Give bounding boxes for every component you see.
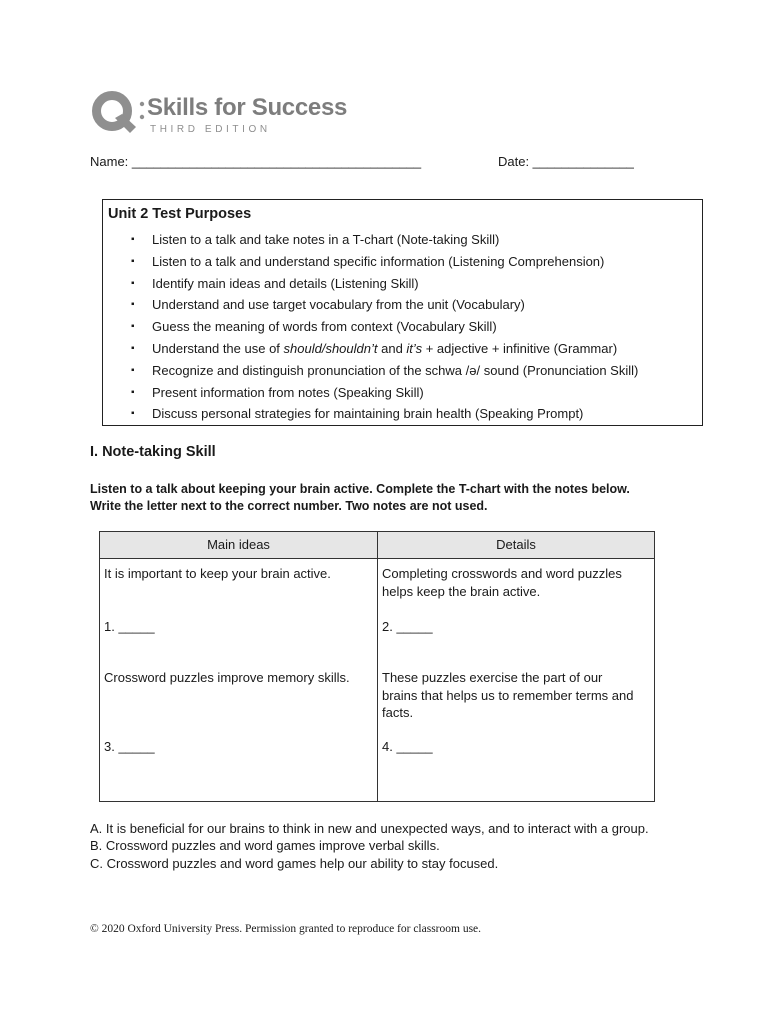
purpose-text: Understand the use of (152, 340, 284, 356)
main-idea-2: Crossword puzzles improve memory skills. (104, 670, 350, 685)
test-purposes-box (102, 199, 703, 426)
purpose-text: and (377, 340, 407, 356)
date-field: Date: ______________ (498, 154, 634, 169)
t-chart (99, 531, 655, 802)
purpose-text: + adjective + infinitive (Grammar) (422, 340, 618, 356)
purpose-item: ▪ Listen to a talk and understand specific information (Listening Comprehension) (129, 251, 638, 273)
purpose-item: ▪ Guess the meaning of words from context (Vocabulary Skill) (129, 316, 638, 338)
instructions (90, 481, 690, 515)
purpose-item: ▪ Present information from notes (Speaking Skill) (129, 382, 638, 404)
q-logo-icon (90, 88, 148, 138)
copyright-footer: © 2020 Oxford University Press. Permission granted to reproduce for classroom use. (90, 923, 482, 935)
name-field: Name: ________________________________________ (90, 154, 422, 169)
detail-1: Completing crosswords and word puzzles helps keep the brain active. (382, 566, 622, 599)
section-title: I. Note-taking Skill (90, 444, 216, 460)
skills-for-success-logo (90, 88, 350, 138)
purpose-item (129, 338, 638, 360)
purpose-item: ▪ Identify main ideas and details (Listening Skill) (129, 273, 638, 295)
blank-1: 1. _____ (104, 619, 155, 634)
purpose-italic-text: should/shouldn’t (283, 340, 378, 356)
instruction-line: Write the letter next to the correct number. Two notes are not used. (90, 499, 488, 513)
blank-4: 4. _____ (382, 739, 433, 754)
main-idea-1: It is important to keep your brain active. (104, 566, 331, 581)
blank-2: 2. _____ (382, 619, 433, 634)
purpose-item: ▪ Recognize and distinguish pronunciation of the schwa /ə/ sound (Pronunciation Skill) (129, 360, 638, 382)
option-c: C. Crossword puzzles and word games help our ability to stay focused. (90, 855, 499, 871)
purpose-item: ▪ Listen to a talk and take notes in a T-chart (Note-taking Skill) (129, 229, 638, 251)
option-a: A. It is beneficial for our brains to think in new and unexpected ways, and to interact with a group. (90, 821, 649, 836)
header-main-ideas: Main ideas (207, 537, 270, 552)
purpose-item: ▪ Discuss personal strategies for maintaining brain health (Speaking Prompt) (129, 403, 638, 425)
option-b: B. Crossword puzzles and word games improve verbal skills. (90, 838, 440, 854)
logo-subtitle: THIRD EDITION (150, 124, 271, 135)
test-purposes-title: Unit 2 Test Purposes (108, 206, 252, 222)
logo-title: Skills for Success (147, 94, 348, 121)
detail-2: These puzzles exercise the part of our brains that helps us to remember terms and facts. (382, 670, 634, 720)
purpose-italic-text: it’s (406, 340, 423, 356)
blank-3: 3. _____ (104, 739, 155, 754)
test-purposes-list (129, 229, 638, 425)
instruction-line: Listen to a talk about keeping your brain active. Complete the T-chart with the notes below. (90, 482, 630, 496)
answer-options (90, 820, 680, 872)
t-chart-divider (377, 532, 378, 801)
purpose-item: ▪ Understand and use target vocabulary from the unit (Vocabulary) (129, 294, 638, 316)
header-details: Details (496, 537, 536, 552)
